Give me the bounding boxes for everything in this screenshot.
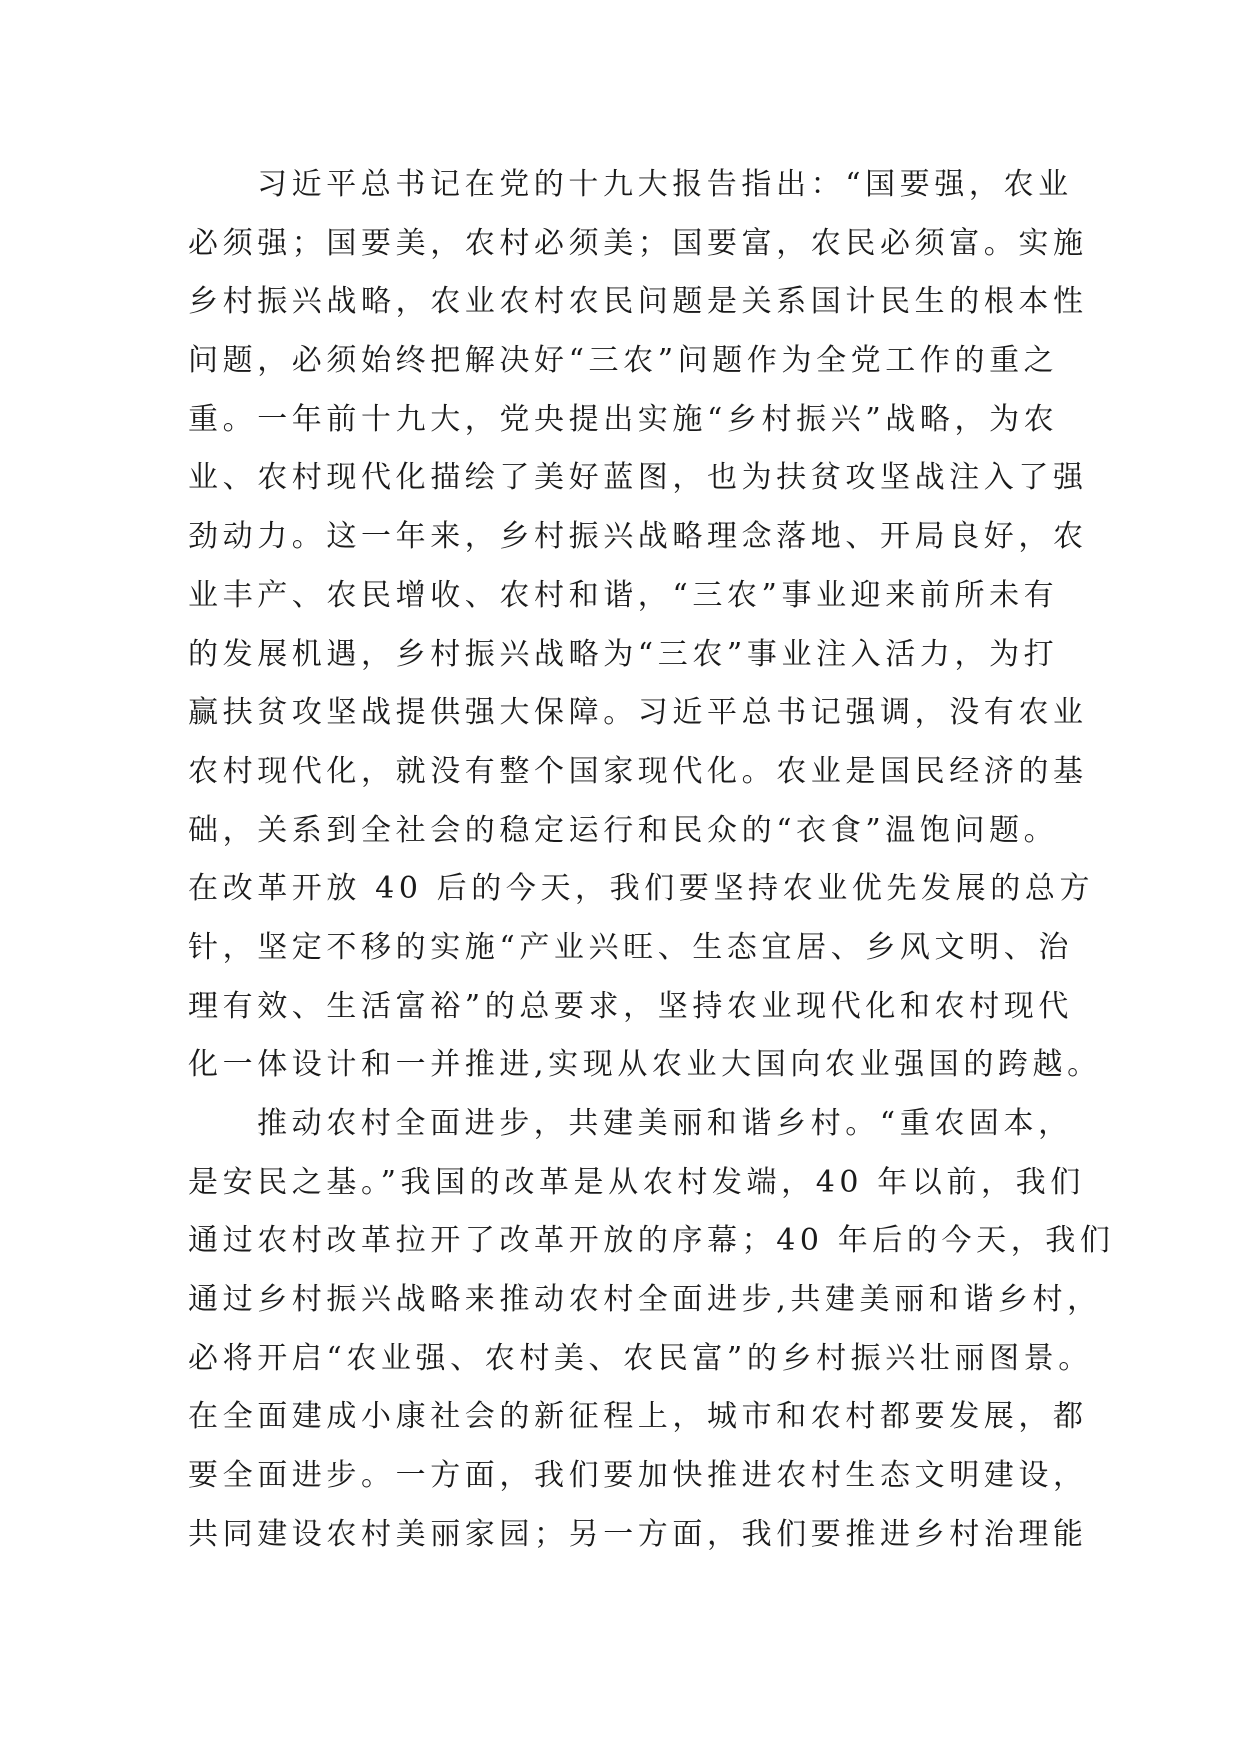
text-line: 在全面建成小康社会的新征程上，城市和农村都要发展，都 (188, 1399, 1088, 1435)
text-line: 推动农村全面进步，共建美丽和谐乡村。“重农固本， (257, 1106, 1073, 1141)
text-line: 针，坚定不移的实施“产业兴旺、生态宜居、乡风文明、治 (188, 929, 1073, 965)
text-line: 在改革开放 40 后的今天，我们要坚持农业优先发展的总方 (188, 871, 1095, 907)
text-line: 必将开启“农业强、农村美、农民富”的乡村振兴壮丽图景。 (188, 1340, 1093, 1376)
text-line: 问题，必须始终把解决好“三农”问题作为全党工作的重之 (188, 343, 1059, 379)
text-line: 化一体设计和一并推进,实现从农业大国向农业强国的跨越。 (188, 1047, 1102, 1083)
text-line: 通过农村改革拉开了改革开放的序幕；40 年后的今天，我们 (188, 1223, 1115, 1259)
document-body (188, 156, 1115, 1565)
text-line: 必须强；国要美，农村必须美；国要富，农民必须富。实施 (188, 225, 1088, 261)
text-line: 础，关系到全社会的稳定运行和民众的“衣食”温饱问题。 (188, 812, 1059, 848)
text-line: 劲动力。这一年来，乡村振兴战略理念落地、开局良好，农 (188, 519, 1088, 555)
text-line: 重。一年前十九大，党央提出实施“乡村振兴”战略，为农 (188, 401, 1059, 437)
text-line: 习近平总书记在党的十九大报告指出：“国要强，农业 (257, 167, 1073, 202)
text-line: 农村现代化，就没有整个国家现代化。农业是国民经济的基 (188, 753, 1088, 789)
text-line: 乡村振兴战略，农业农村农民问题是关系国计民生的根本性 (188, 284, 1088, 320)
text-line: 共同建设农村美丽家园；另一方面，我们要推进乡村治理能 (188, 1516, 1088, 1552)
text-line: 理有效、生活富裕”的总要求，坚持农业现代化和农村现代 (188, 988, 1073, 1024)
text-line: 通过乡村振兴战略来推动农村全面进步,共建美丽和谐乡村， (188, 1282, 1102, 1318)
paragraph-1 (188, 156, 1102, 1095)
text-line: 要全面进步。一方面，我们要加快推进农村生态文明建设， (188, 1458, 1088, 1494)
text-line: 业丰产、农民增收、农村和谐，“三农”事业迎来前所未有 (188, 577, 1059, 613)
text-line: 的发展机遇，乡村振兴战略为“三农”事业注入活力，为打 (188, 636, 1059, 672)
paragraph-2 (188, 1095, 1115, 1565)
text-line: 赢扶贫攻坚战提供强大保障。习近平总书记强调，没有农业 (188, 695, 1088, 731)
text-line: 业、农村现代化描绘了美好蓝图，也为扶贫攻坚战注入了强 (188, 460, 1088, 496)
text-line: 是安民之基。”我国的改革是从农村发端，40 年以前，我们 (188, 1164, 1085, 1200)
